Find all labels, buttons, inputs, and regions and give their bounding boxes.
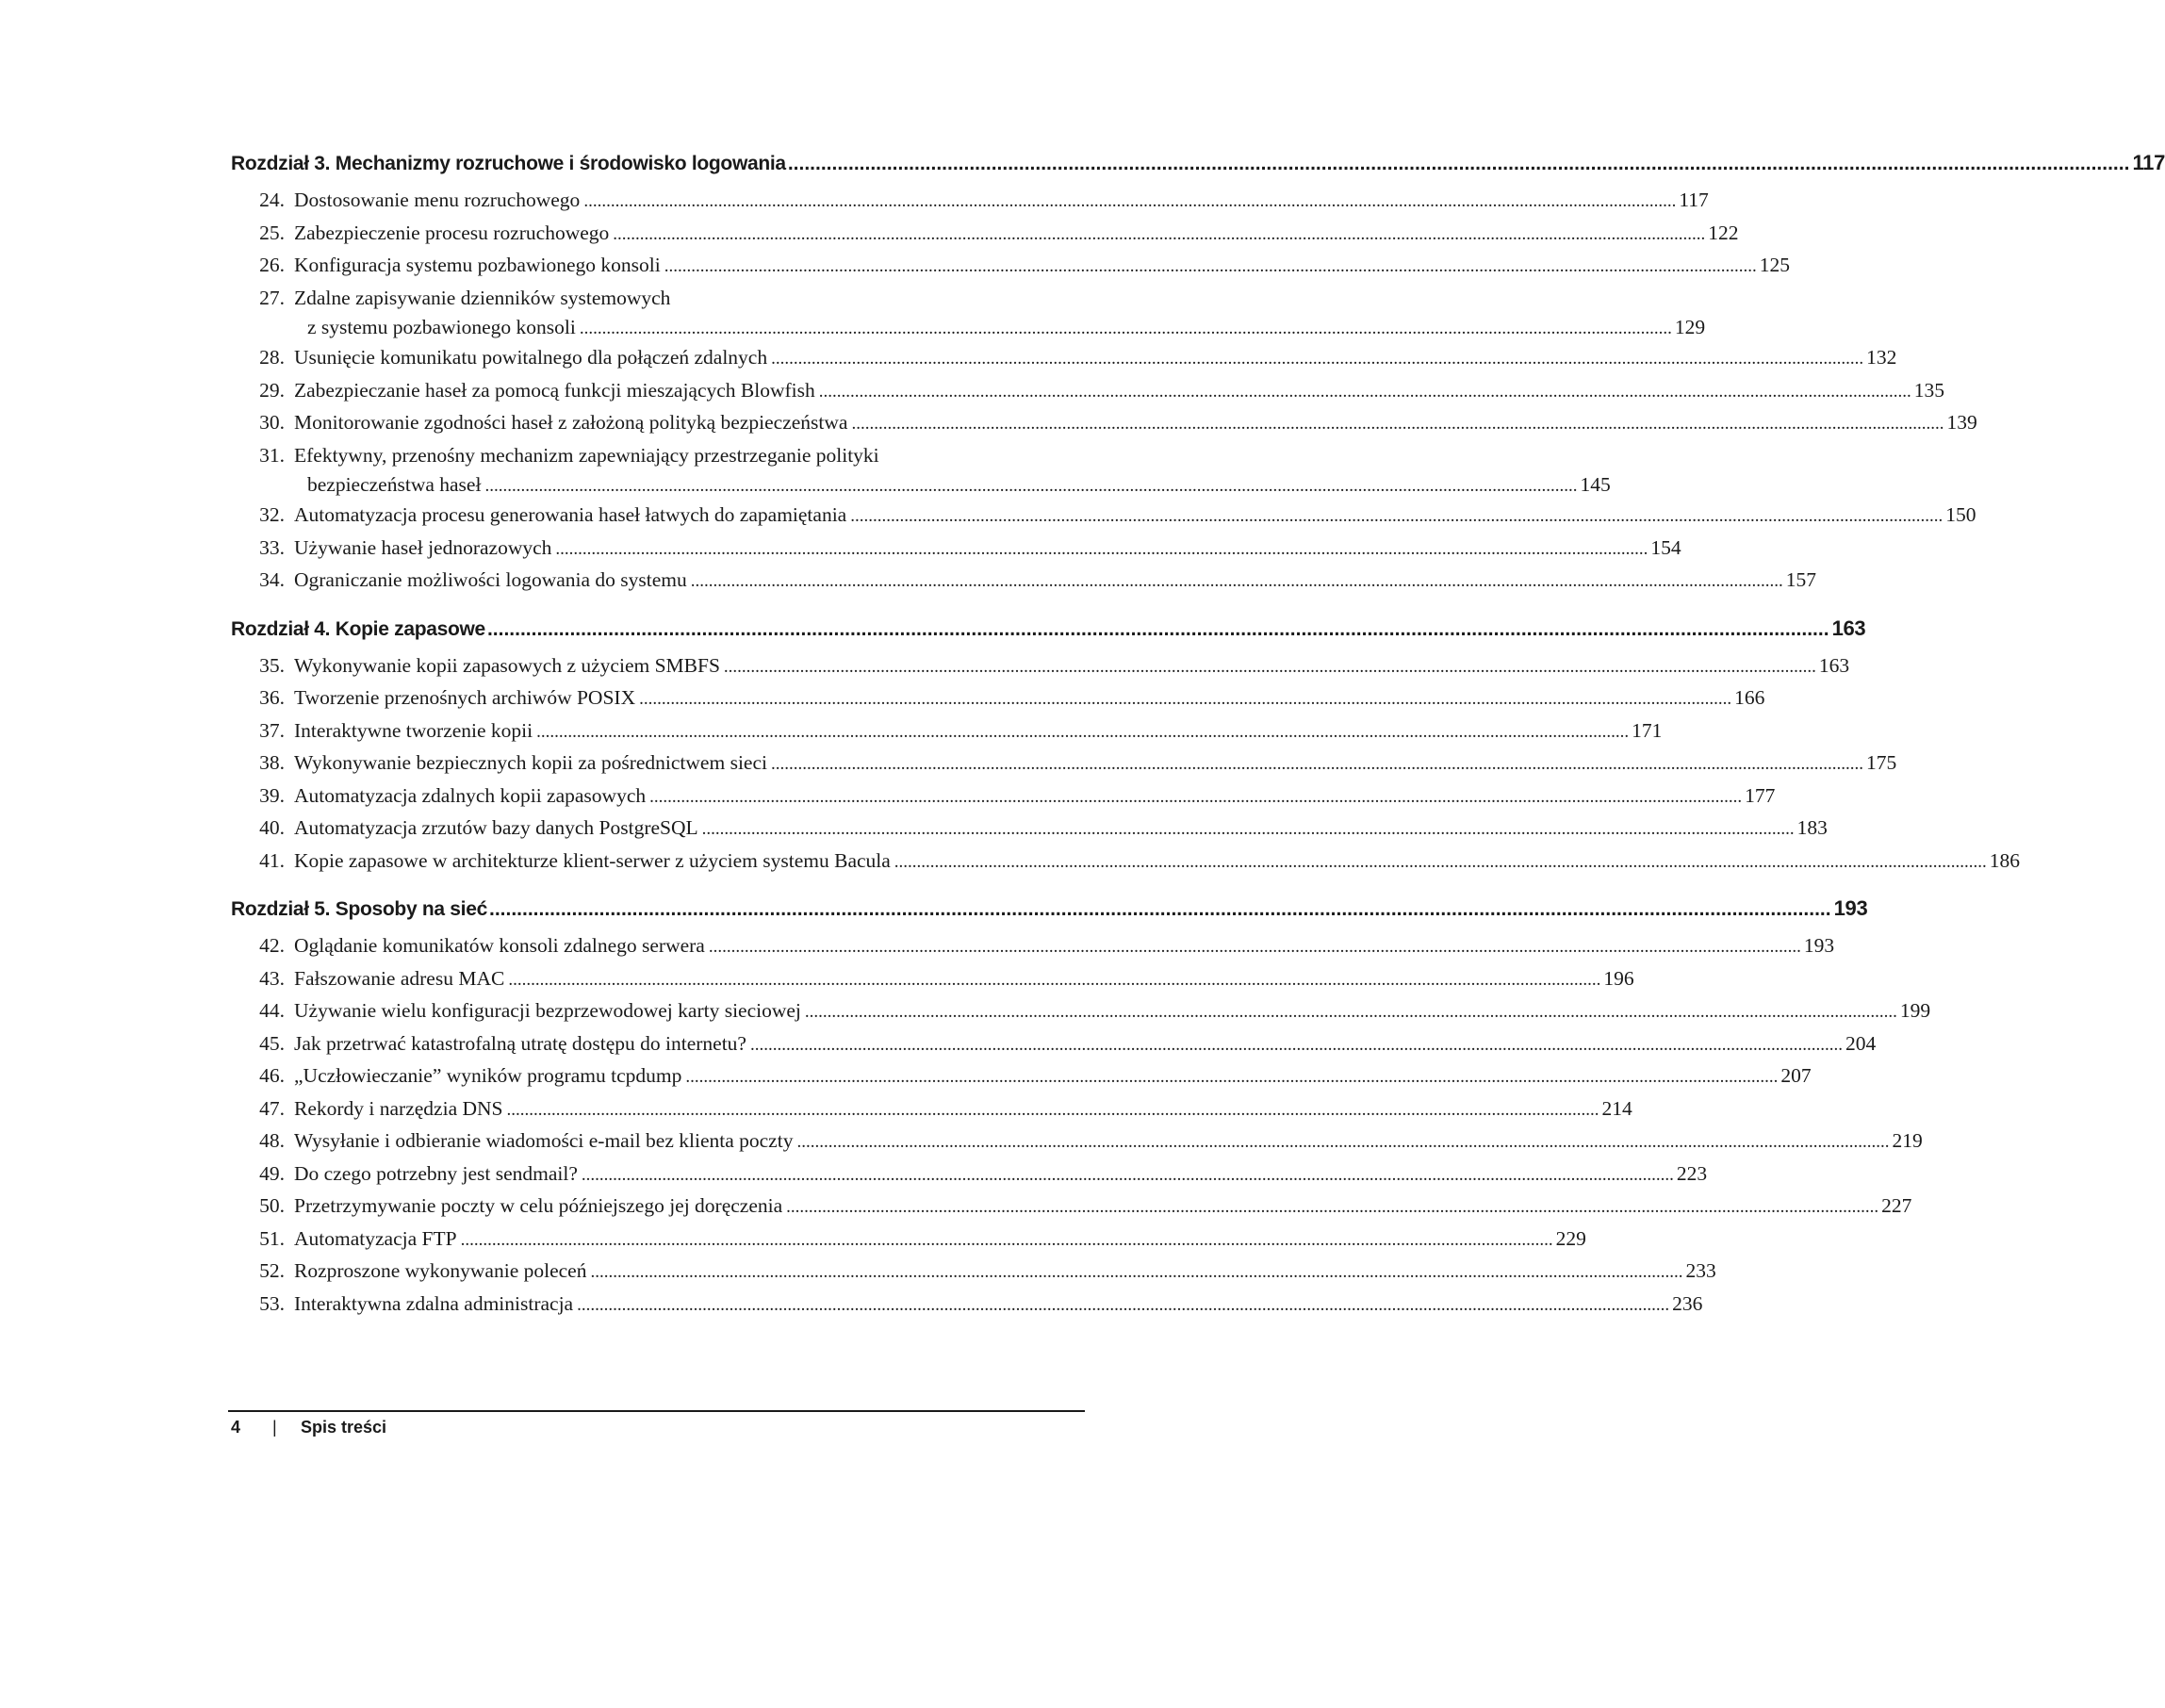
entry-number: 46.	[259, 1064, 285, 1087]
chapter-page-number: 193	[1833, 896, 1868, 920]
dot-leader	[484, 472, 1577, 500]
toc-entry	[231, 407, 1977, 440]
dot-leader	[590, 1256, 1682, 1289]
chapter-title: Rozdział 4. Kopie zapasowe	[231, 617, 485, 640]
entry-title: Kopie zapasowe w architekturze klient-serwer z użyciem systemu Bacula	[294, 848, 891, 872]
dot-leader	[536, 716, 1629, 748]
dot-leader	[613, 219, 1705, 251]
entry-number: 39.	[259, 783, 285, 807]
entry-title: Używanie haseł jednorazowych	[294, 535, 552, 559]
entry-number: 26.	[259, 254, 285, 276]
entry-title: Jak przetrwać katastrofalną utratę dostępu do internetu?	[294, 1031, 746, 1055]
entry-title: Do czego potrzebny jest sendmail?	[294, 1161, 578, 1185]
dot-leader	[796, 1126, 1889, 1158]
entry-title: Rekordy i narzędzia DNS	[294, 1096, 503, 1120]
dot-leader	[664, 251, 1757, 283]
entry-title: Fałszowanie adresu MAC	[294, 966, 505, 990]
entry-page-number: 171	[1632, 718, 1663, 742]
toc-entry	[231, 963, 1634, 996]
entry-title: Oglądanie komunikatów konsoli zdalnego serwera	[294, 934, 705, 957]
entry-number: 32.	[259, 503, 285, 526]
dot-leader	[639, 683, 1731, 715]
entry-title: Rozproszone wykonywanie poleceń	[294, 1259, 587, 1282]
entry-title: Automatyzacja zdalnych kopii zapasowych	[294, 783, 647, 807]
toc-entry	[231, 1191, 1912, 1224]
entry-title: Monitorowanie zgodności haseł z założoną polityką bezpieczeństwa	[294, 411, 848, 434]
dot-leader	[507, 1094, 1599, 1126]
dot-leader	[580, 315, 1672, 342]
entry-page-number: 154	[1650, 535, 1681, 559]
entry-page-number: 145	[1580, 473, 1611, 496]
toc-entry	[231, 813, 1828, 846]
dot-leader	[709, 931, 1801, 963]
entry-title: Automatyzacja zrzutów bazy danych PostgreSQL	[294, 816, 698, 839]
dot-leader	[582, 1159, 1674, 1191]
chapter-title: Rozdział 5. Sposoby na sieć	[231, 898, 487, 920]
dot-leader	[788, 153, 2130, 175]
chapter-page-number: 163	[1831, 616, 1866, 640]
dot-leader	[691, 566, 1783, 598]
dot-leader	[850, 501, 1943, 533]
toc-entry	[231, 715, 1663, 748]
entry-title: Wykonywanie bezpiecznych kopii za pośrednictwem sieci	[294, 751, 767, 774]
toc-entry	[231, 930, 1835, 963]
toc-entry	[231, 995, 1931, 1028]
entry-page-number: 139	[1946, 411, 1977, 434]
entry-number: 36.	[259, 686, 285, 709]
footer-page-number: 4	[231, 1418, 241, 1437]
dot-leader	[583, 186, 1676, 218]
entry-title: Interaktywna zdalna administracja	[294, 1291, 574, 1315]
entry-page-number: 129	[1674, 316, 1706, 338]
entry-number: 33.	[259, 535, 285, 559]
dot-leader	[702, 813, 1795, 846]
entry-title: „Uczłowieczanie” wyników programu tcpdump	[294, 1064, 682, 1087]
entry-page-number: 199	[1899, 999, 1931, 1022]
entry-title-line-1: Zdalne zapisywanie dzienników systemowych	[294, 286, 671, 309]
entry-page-number: 183	[1796, 816, 1828, 839]
entry-number: 40.	[259, 816, 285, 839]
entry-number: 44.	[259, 999, 285, 1022]
entry-number: 43.	[259, 966, 285, 990]
toc-entry	[231, 342, 1897, 375]
entry-title: Automatyzacja procesu generowania haseł łatwych do zapamiętania	[294, 503, 847, 526]
entry-number: 45.	[259, 1031, 285, 1055]
chapter-page-number: 117	[2132, 151, 2165, 174]
toc-entry	[231, 533, 1681, 566]
toc-entry	[231, 500, 1976, 533]
entry-page-number: 186	[1989, 848, 2021, 872]
entry-page-number: 166	[1734, 686, 1765, 709]
entry-title: Wysyłanie i odbieranie wiadomości e-mail bez klienta poczty	[294, 1129, 794, 1152]
dot-leader	[487, 618, 1829, 641]
entry-title: Zabezpieczenie procesu rozruchowego	[294, 221, 610, 244]
entry-page-number: 177	[1745, 783, 1776, 807]
entry-number: 31.	[259, 443, 285, 467]
toc-entry	[231, 1028, 1877, 1061]
footer-rule	[228, 1410, 1085, 1412]
entry-number: 24.	[259, 189, 285, 211]
toc-entry	[231, 1256, 1716, 1289]
entry-page-number: 135	[1913, 378, 1945, 402]
entry-title: Interaktywne tworzenie kopii	[294, 718, 533, 742]
toc-entry	[231, 1125, 1923, 1158]
entry-number: 28.	[259, 346, 285, 369]
toc-entry	[231, 846, 2021, 879]
entry-number: 34.	[259, 568, 285, 591]
entry-number: 37.	[259, 718, 285, 742]
toc-entry	[231, 1158, 1708, 1191]
entry-title: Usunięcie komunikatu powitalnego dla połączeń zdalnych	[294, 346, 768, 369]
dot-leader	[577, 1289, 1669, 1322]
entry-number: 42.	[259, 934, 285, 957]
chapter-heading	[231, 616, 1866, 650]
dot-leader	[649, 781, 1742, 813]
dot-leader	[508, 964, 1600, 996]
entry-title: Używanie wielu konfiguracji bezprzewodowej karty sieciowej	[294, 999, 801, 1022]
dot-leader	[771, 343, 1863, 375]
dot-leader	[685, 1061, 1778, 1093]
entry-number: 25.	[259, 221, 285, 244]
toc-entry	[231, 218, 1739, 251]
toc-entry	[231, 1093, 1632, 1126]
entry-page-number: 132	[1866, 346, 1897, 369]
entry-number: 29.	[259, 378, 285, 402]
entry-title: Tworzenie przenośnych archiwów POSIX	[294, 686, 636, 709]
entry-title: Przetrzymywanie poczty w celu późniejszego jej doręczenia	[294, 1194, 783, 1217]
entry-page-number: 236	[1672, 1291, 1703, 1315]
toc-entry	[231, 1289, 1703, 1322]
entry-title: z systemu pozbawionego konsoli	[307, 316, 576, 338]
dot-leader	[894, 846, 1987, 879]
dot-leader	[771, 748, 1863, 780]
dot-leader	[750, 1029, 1843, 1061]
entry-number: 41.	[259, 848, 285, 872]
entry-page-number: 125	[1759, 254, 1790, 276]
entry-number: 27.	[259, 286, 285, 309]
entry-page-number: 157	[1785, 568, 1817, 591]
entry-number: 30.	[259, 411, 285, 434]
entry-title: Automatyzacja FTP	[294, 1226, 457, 1250]
entry-page-number: 175	[1865, 751, 1897, 774]
entry-title: Dostosowanie menu rozruchowego	[294, 189, 581, 211]
entry-number: 38.	[259, 751, 285, 774]
entry-page-number: 117	[1679, 189, 1709, 211]
toc-entry	[231, 747, 1897, 780]
footer-separator: |	[272, 1418, 277, 1437]
entry-number: 51.	[259, 1226, 285, 1250]
entry-number: 52.	[259, 1259, 285, 1282]
toc-entry	[231, 185, 1709, 218]
toc-entry	[231, 375, 1945, 408]
entry-page-number: 196	[1603, 966, 1634, 990]
chapter-heading	[231, 151, 2165, 185]
dot-leader	[805, 996, 1897, 1028]
entry-title: Zabezpieczanie haseł za pomocą funkcji mieszających Blowfish	[294, 378, 815, 402]
toc-entry	[231, 565, 1817, 598]
toc-entry	[231, 780, 1776, 813]
toc-entry	[231, 1224, 1586, 1256]
chapter-heading	[231, 896, 1868, 930]
entry-page-number: 207	[1780, 1064, 1812, 1087]
entry-title: Wykonywanie kopii zapasowych z użyciem SMBFS	[294, 653, 720, 677]
dot-leader	[851, 408, 1944, 440]
toc-entry	[231, 283, 1706, 343]
dot-leader	[819, 376, 1911, 408]
table-of-contents	[231, 151, 2165, 1321]
entry-page-number: 219	[1892, 1129, 1923, 1152]
entry-page-number: 229	[1555, 1226, 1586, 1250]
entry-number: 53.	[259, 1291, 285, 1315]
entry-number: 35.	[259, 653, 285, 677]
entry-page-number: 150	[1945, 503, 1976, 526]
dot-leader	[489, 898, 1831, 921]
entry-title: Konfiguracja systemu pozbawionego konsoli	[294, 254, 661, 276]
page-footer	[231, 1418, 386, 1437]
chapter-title: Rozdział 3. Mechanizmy rozruchowe i środowisko logowania	[231, 153, 786, 174]
entry-number: 49.	[259, 1161, 285, 1185]
entry-title-line-1: Efektywny, przenośny mechanizm zapewniający przestrzeganie polityki	[294, 443, 879, 467]
entry-page-number: 223	[1676, 1161, 1708, 1185]
entry-page-number: 204	[1845, 1031, 1877, 1055]
toc-entry	[231, 682, 1765, 715]
entry-page-number: 227	[1881, 1194, 1912, 1217]
entry-title: bezpieczeństwa haseł	[307, 473, 482, 496]
dot-leader	[724, 651, 1816, 683]
entry-page-number: 122	[1708, 221, 1739, 244]
toc-entry	[231, 650, 1850, 683]
entry-number: 50.	[259, 1194, 285, 1217]
dot-leader	[555, 534, 1648, 566]
entry-title: Ograniczanie możliwości logowania do systemu	[294, 568, 687, 591]
dot-leader	[786, 1191, 1878, 1224]
entry-page-number: 193	[1803, 934, 1835, 957]
entry-number: 47.	[259, 1096, 285, 1120]
entry-page-number: 233	[1685, 1259, 1716, 1282]
dot-leader	[461, 1224, 1553, 1256]
footer-section-title: Spis treści	[301, 1418, 387, 1437]
toc-entry	[231, 1060, 1812, 1093]
entry-page-number: 163	[1818, 653, 1850, 677]
toc-entry	[231, 440, 1611, 501]
toc-entry	[231, 250, 1790, 283]
entry-number: 48.	[259, 1129, 285, 1152]
entry-page-number: 214	[1601, 1096, 1632, 1120]
